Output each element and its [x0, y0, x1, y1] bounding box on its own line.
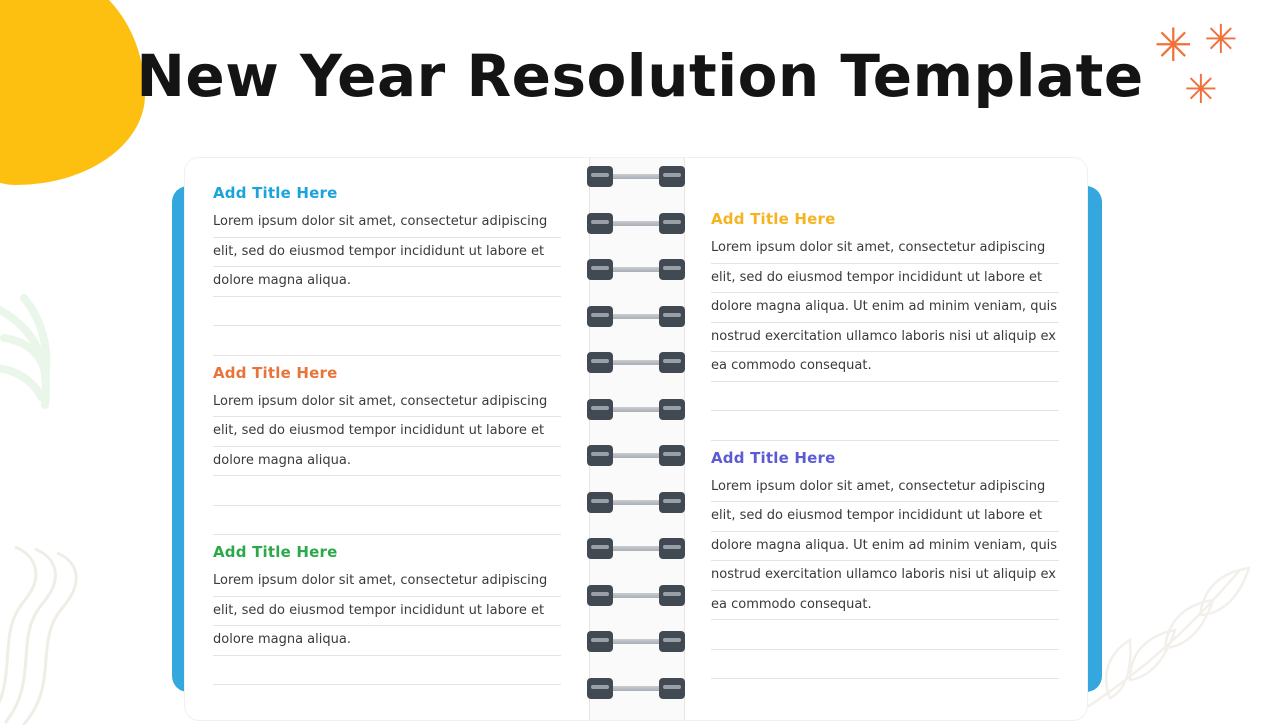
- ruled-lines: [213, 567, 561, 685]
- body-line[interactable]: dolore magna aliqua. Ut enim ad minim veniam, quis: [711, 293, 1059, 323]
- body-line[interactable]: dolore magna aliqua. Ut enim ad minim veniam, quis: [711, 532, 1059, 562]
- body-line[interactable]: elit, sed do eiusmod tempor incididunt ut labore et: [213, 417, 561, 447]
- page-title: New Year Resolution Template: [136, 42, 1144, 110]
- body-line[interactable]: dolore magna aliqua.: [213, 626, 561, 656]
- blank-line[interactable]: [213, 326, 561, 356]
- block-title[interactable]: Add Title Here: [711, 210, 836, 228]
- body-line[interactable]: Lorem ipsum dolor sit amet, consectetur adipiscing: [711, 234, 1059, 264]
- ruled-lines: [711, 234, 1059, 441]
- body-line[interactable]: elit, sed do eiusmod tempor incididunt ut labore et: [213, 597, 561, 627]
- text-block: [213, 543, 561, 685]
- blank-line[interactable]: [711, 650, 1059, 680]
- block-title[interactable]: Add Title Here: [213, 363, 338, 382]
- body-line[interactable]: Lorem ipsum dolor sit amet, consectetur adipiscing: [213, 567, 561, 597]
- notebook-spine: [589, 158, 685, 720]
- body-line[interactable]: elit, sed do eiusmod tempor incididunt ut labore et: [213, 238, 561, 268]
- body-line[interactable]: elit, sed do eiusmod tempor incididunt ut labore et: [711, 502, 1059, 532]
- block-title[interactable]: Add Title Here: [711, 448, 836, 467]
- green-leaf-decoration: [0, 290, 110, 420]
- notebook-right-page: [683, 158, 1087, 720]
- asterisk-icon: ✳: [1154, 18, 1193, 72]
- blank-line[interactable]: [213, 476, 561, 506]
- asterisk-icon: ✳: [1184, 67, 1218, 113]
- blank-line[interactable]: [213, 656, 561, 686]
- blank-line[interactable]: [711, 620, 1059, 650]
- text-block: [711, 449, 1059, 680]
- body-line[interactable]: Lorem ipsum dolor sit amet, consectetur adipiscing: [213, 208, 561, 238]
- notebook: [185, 158, 1087, 720]
- block-title[interactable]: Add Title Here: [213, 543, 338, 561]
- body-line[interactable]: dolore magna aliqua.: [213, 267, 561, 297]
- block-title[interactable]: Add Title Here: [213, 184, 338, 202]
- body-line[interactable]: Lorem ipsum dolor sit amet, consectetur adipiscing: [213, 388, 561, 418]
- text-block: [711, 210, 1059, 441]
- body-line[interactable]: ea commodo consequat.: [711, 352, 1059, 382]
- notebook-left-page: [185, 158, 589, 720]
- text-block: [213, 184, 561, 356]
- body-line[interactable]: nostrud exercitation ullamco laboris nisi ut aliquip ex: [711, 323, 1059, 353]
- text-block: [213, 364, 561, 536]
- body-line[interactable]: elit, sed do eiusmod tempor incididunt ut labore et: [711, 264, 1059, 294]
- ruled-lines: [711, 473, 1059, 680]
- blank-line[interactable]: [213, 297, 561, 327]
- body-line[interactable]: ea commodo consequat.: [711, 591, 1059, 621]
- body-line[interactable]: nostrud exercitation ullamco laboris nisi ut aliquip ex: [711, 561, 1059, 591]
- blank-line[interactable]: [213, 506, 561, 536]
- blank-line[interactable]: [711, 382, 1059, 412]
- ruled-lines: [213, 208, 561, 356]
- body-line[interactable]: Lorem ipsum dolor sit amet, consectetur adipiscing: [711, 473, 1059, 503]
- asterisk-icon: ✳: [1204, 17, 1238, 63]
- body-line[interactable]: dolore magna aliqua.: [213, 447, 561, 477]
- blank-line[interactable]: [711, 411, 1059, 441]
- ruled-lines: [213, 388, 561, 536]
- swirl-decoration: [0, 545, 120, 725]
